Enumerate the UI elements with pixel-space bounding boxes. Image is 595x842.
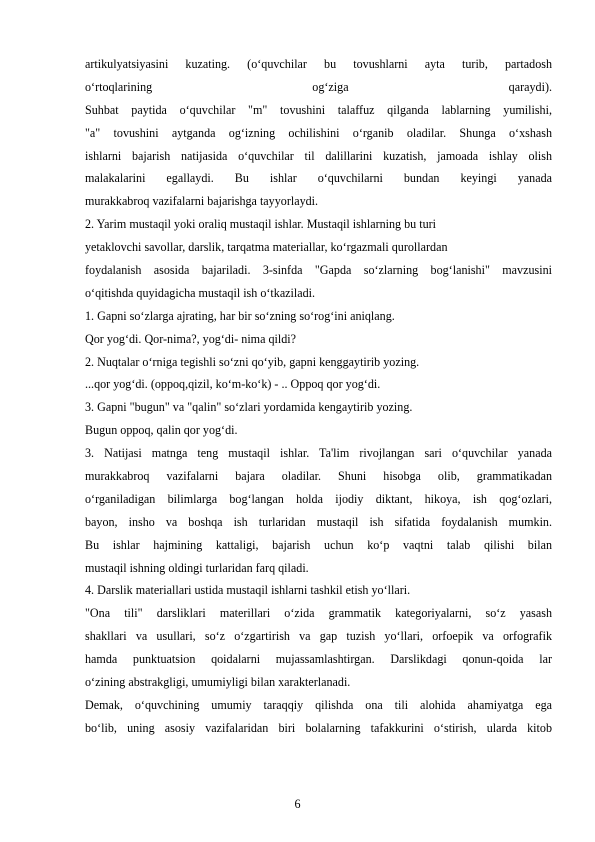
text-line: Demak, oʻquvchining umumiy taraqqiy qilishda ona tili alohida ahamiyatga ega — [85, 697, 552, 712]
text-line: "Ona tili" darsliklari materillari oʻzida grammatik kategoriyalarni, soʻz yasash — [85, 606, 552, 621]
text-line: Qor yogʻdi. Qor-nima?, yogʻdi- nima qildi? — [85, 331, 297, 346]
text-line: boʻlib, uning asosiy vazifalaridan biri bolalarning tafakkurini oʻstirish, ularda kitob — [85, 720, 552, 735]
text-line: oʻqitishda quyidagicha mustaqil ish oʻtkaziladi. — [85, 285, 316, 300]
text-line: mustaqil ishning oldingi turlaridan farq qiladi. — [85, 560, 309, 575]
page-number: 6 — [294, 797, 301, 811]
text-line: shakllari va usullari, soʻz oʻzgartirish va gap tuzish yoʻllari, orfoepik va orfografik — [85, 629, 552, 644]
text-line: foydalanish asosida bajariladi. 3-sinfda "Gapda soʻzlarning bogʻlanishi" mavzusini — [85, 263, 552, 278]
text-line: 2. Nuqtalar oʻrniga tegishli soʻzni qoʻyib, gapni kenggaytirib yozing. — [85, 354, 420, 369]
text-line: 3. Natijasi matnga teng mustaqil ishlar. Ta'lim rivojlangan sari oʻquvchilar yanada — [85, 446, 552, 461]
body-text — [85, 53, 552, 740]
text-line: malakalarini egallaydi. Bu ishlar oʻquvchilarni bundan keyingi yanada — [85, 171, 552, 186]
text-line: Suhbat paytida oʻquvchilar "m" tovushini talaffuz qilganda lablarning yumilishi, — [85, 102, 552, 117]
text-line: bayon, insho va boshqa ish turlaridan mustaqil ish sifatida foydalanish mumkin. — [85, 514, 552, 529]
text-line: 4. Darslik materiallari ustida mustaqil ishlarni tashkil etish yoʻllari. — [85, 583, 411, 598]
text-line: oʻrganiladigan bilimlarga bogʻlangan holda ijodiy diktant, hikoya, ish qogʻozlari, — [85, 491, 552, 506]
text-line: oʻzining abstrakgligi, umumiyligi bilan xarakterlanadi. — [85, 675, 351, 690]
text-line: hamda punktuatsion qoidalarni mujassamlashtirgan. Darslikdagi qonun-qoida lar — [85, 652, 552, 667]
text-line: 3. Gapni "bugun" va "qalin" soʻzlari yordamida kengaytirib yozing. — [85, 400, 413, 415]
text-line: 1. Gapni soʻzlarga ajrating, har bir soʻzning soʻrogʻini aniqlang. — [85, 308, 395, 323]
text-line: yetaklovchi savollar, darslik, tarqatma materiallar, koʻrgazmali qurollardan — [85, 240, 448, 255]
text-line: ishlarni bajarish natijasida oʻquvchilar til dalillarini kuzatish, jamoada ishlay olish — [85, 148, 552, 163]
text-line: Bugun oppoq, qalin qor yogʻdi. — [85, 423, 238, 438]
text-line: Bu ishlar hajmining kattaligi, bajarish uchun koʻp vaqtni talab qilishi bilan — [85, 537, 552, 552]
text-line: oʻrtoqlarining ogʻziga qaraydi). — [85, 79, 552, 94]
text-line: murakkabroq vazifalarni bajarishga tayyorlaydi. — [85, 194, 319, 209]
text-line: 2. Yarim mustaqil yoki oraliq mustaqil ishlar. Mustaqil ishlarning bu turi — [85, 217, 437, 232]
text-line: artikulyatsiyasini kuzating. (oʻquvchilar bu tovushlarni ayta turib, partadosh — [85, 57, 552, 71]
text-line: ...qor yogʻdi. (oppoq,qizil, koʻm-koʻk) - .. Oppoq qor yogʻdi. — [85, 377, 381, 392]
text-line: murakkabroq vazifalarni bajara oladilar. Shuni hisobga olib, grammatikadan — [85, 469, 552, 484]
text-line: "a" tovushini aytganda ogʻizning ochilishini oʻrganib oladilar. Shunga oʻxshash — [85, 125, 552, 140]
